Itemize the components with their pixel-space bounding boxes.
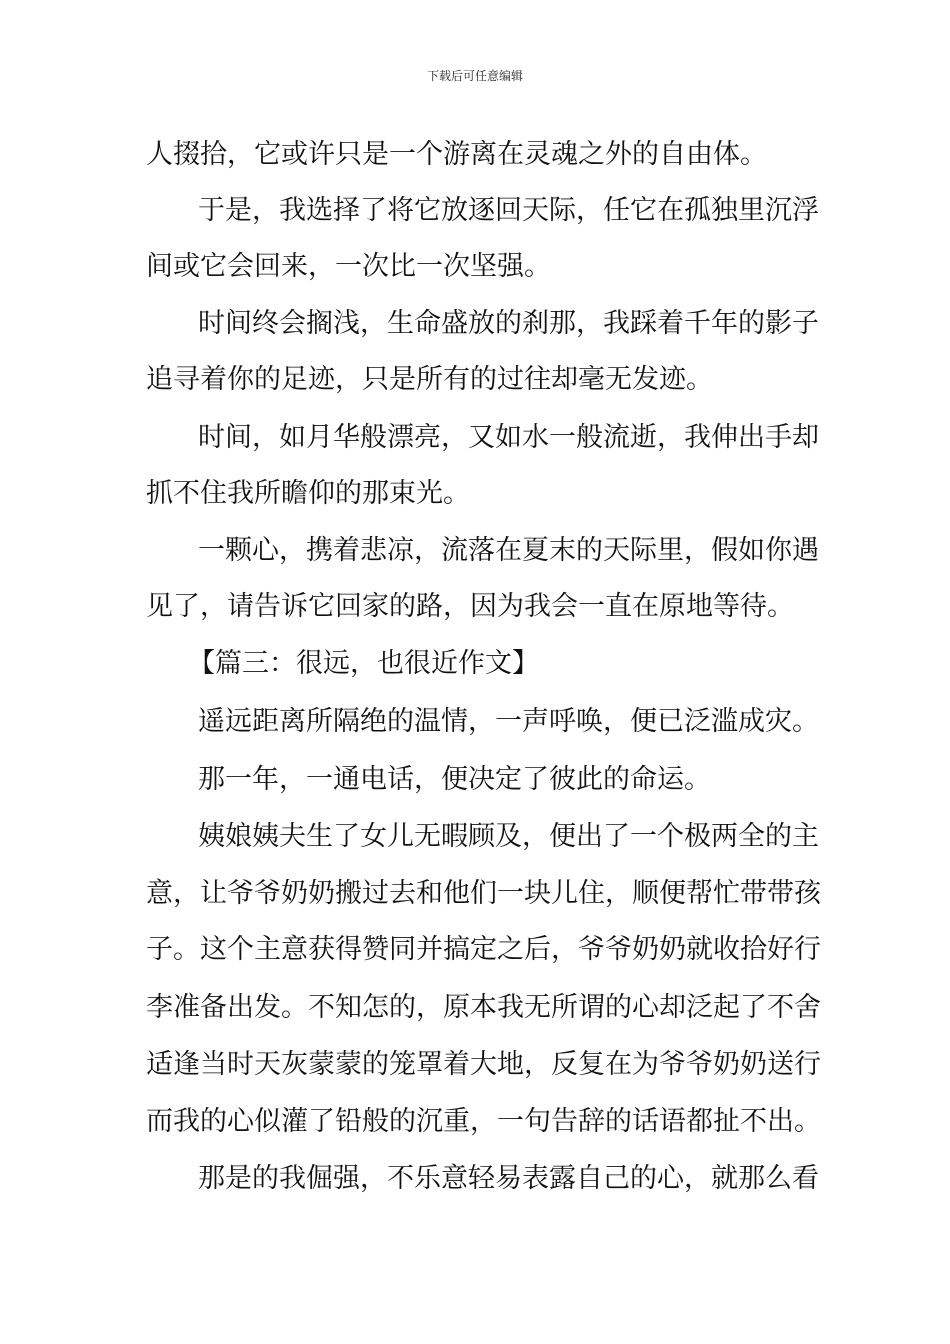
text-line: 追寻着你的足迹，只是所有的过往却毫无发迹。 [146, 364, 713, 395]
text-line: 间或它会回来，一次比一次坚强。 [146, 251, 551, 282]
page-header: 下载后可任意编辑 [426, 69, 523, 83]
text-line: 子。这个主意获得赞同并搞定之后，爷爷奶奶就收拾好行 [146, 934, 821, 965]
text-line: 抓不住我所瞻仰的那束光。 [146, 478, 470, 509]
paragraph-line: 时间终会搁浅，生命盛放的刹那，我踩着千年的影子 [198, 308, 819, 339]
paragraph-line: 那是的我倔强，不乐意轻易表露自己的心，就那么看 [198, 1163, 819, 1194]
text-line: 意，让爷爷奶奶搬过去和他们一块儿住，顺便帮忙带带孩 [146, 878, 821, 909]
text-line: 而我的心似灌了铅般的沉重，一句告辞的话语都扯不出。 [146, 1106, 821, 1137]
text-line: 适逢当时天灰蒙蒙的笼罩着大地，反复在为爷爷奶奶送行 [146, 1049, 821, 1080]
paragraph-line: 时间，如月华般漂亮，又如水一般流逝，我伸出手却 [198, 422, 819, 453]
text-line: 见了，请告诉它回家的路，因为我会一直在原地等待。 [146, 591, 794, 622]
text-line: 人掇拾，它或许只是一个游离在灵魂之外的自由体。 [146, 139, 767, 170]
paragraph-line: 于是，我选择了将它放逐回天际，任它在孤独里沉浮 [198, 195, 819, 226]
section-heading: 【篇三：很远，也很近作文】 [188, 648, 539, 679]
paragraph-line: 一颗心，携着悲凉，流落在夏末的天际里，假如你遇 [198, 535, 819, 566]
paragraph-line: 遥远距离所隔绝的温情，一声呼唤，便已泛滥成灾。 [198, 706, 819, 737]
paragraph-line: 那一年，一通电话，便决定了彼此的命运。 [198, 764, 711, 795]
text-line: 李准备出发。不知怎的，原本我无所谓的心却泛起了不舍 [146, 992, 821, 1023]
paragraph-line: 姨娘姨夫生了女儿无暇顾及，便出了一个极两全的主 [198, 821, 819, 852]
